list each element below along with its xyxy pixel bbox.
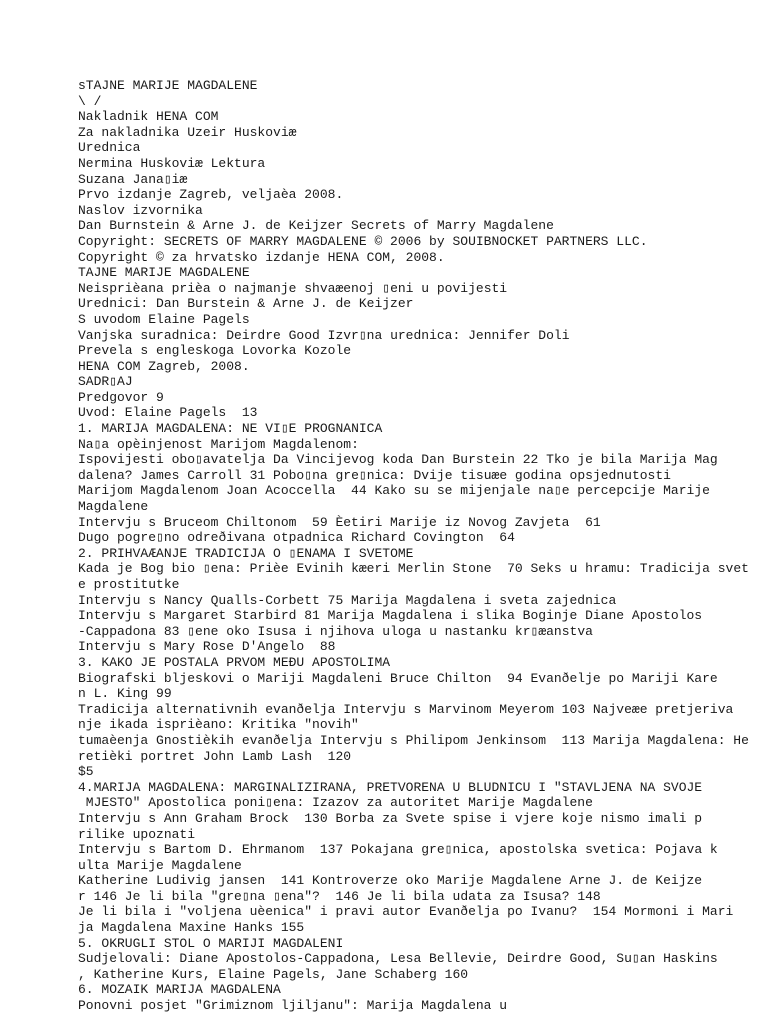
text-line: retièki portret John Lamb Lash 120 — [78, 748, 352, 764]
text-line: Urednici: Dan Burstein & Arne J. de Keijzer — [78, 296, 414, 312]
text-line: Copyright © za hrvatsko izdanje HENA COM, 2008. — [78, 249, 445, 265]
text-line: SADR▯AJ — [78, 374, 133, 390]
text-line: 2. PRIHVAÆANJE TRADICIJA O ▯ENAMA I SVETOME — [78, 545, 414, 561]
text-line: Biografski bljeskovi o Mariji Magdaleni Bruce Chilton 94 Evanðelje po Mariji Kare — [78, 670, 718, 686]
text-line: Intervju s Margaret Starbird 81 Marija Magdalena i slika Boginje Diane Apostolos — [78, 608, 703, 624]
text-line: Intervju s Bartom D. Ehrmanom 137 Pokajana gre▯nica, apostolska svetica: Pojava k — [78, 842, 718, 858]
text-line: 5. OKRUGLI STOL O MARIJI MAGDALENI — [78, 935, 344, 951]
text-line: 6. MOZAIK MARIJA MAGDALENA — [78, 982, 281, 998]
text-line: Je li bila i "voljena uèenica" i pravi autor Evanðelja po Ivanu? 154 Mormoni i Mari — [78, 904, 734, 920]
text-line: Intervju s Ann Graham Brock 130 Borba za Svete spise i vjere koje nismo imali p — [78, 810, 703, 826]
text-line: e prostitutke — [78, 577, 180, 592]
text-line: Prevela s engleskoga Lovorka Kozole — [78, 343, 352, 359]
text-line: Intervju s Mary Rose D'Angelo 88 — [78, 639, 336, 655]
text-line: $5 — [78, 764, 94, 780]
text-line: Na▯a opèinjenost Marijom Magdalenom: — [78, 436, 359, 452]
text-line: r 146 Je li bila "gre▯na ▯ena"? 146 Je li bila udata za Isusa? 148 — [78, 888, 601, 904]
text-line: Sudjelovali: Diane Apostolos-Cappadona, Lesa Bellevie, Deirdre Good, Su▯an Haskins — [78, 951, 718, 967]
text-line: ulta Marije Magdalene — [78, 857, 242, 873]
text-line: Tradicija alternativnih evanðelja Intervju s Marvinom Meyerom 103 Najveæe pretjeriva — [78, 701, 734, 717]
text-line: S uvodom Elaine Pagels — [78, 311, 250, 327]
text-line: ja Magdalena Maxine Hanks 155 — [78, 920, 305, 936]
text-line: Intervju s Nancy Qualls-Corbett 75 Marija Magdalena i sveta zajednica — [78, 592, 617, 608]
text-line: Nermina Huskoviæ Lektura — [78, 155, 266, 171]
text-line: MJESTO" Apostolica poni▯ena: Izazov za autoritet Marije Magdalene — [78, 795, 593, 811]
text-line: , Katherine Kurs, Elaine Pagels, Jane Schaberg 160 — [78, 966, 469, 982]
text-line: -Cappadona 83 ▯ene oko Isusa i njihova uloga u nastanku kr▯æanstva — [78, 623, 593, 639]
text-line: dalena? James Carroll 31 Pobo▯na gre▯nica: Dvije tisuæe godina opsjednutosti — [78, 467, 671, 483]
text-line: Marijom Magdalenom Joan Acoccella 44 Kako su se mijenjale na▯e percepcije Marije — [78, 483, 710, 499]
text-line: Urednica — [78, 140, 141, 156]
text-line: 4.MARIJA MAGDALENA: MARGINALIZIRANA, PRETVORENA U BLUDNICU I "STAVLJENA NA SVOJE — [78, 779, 703, 795]
text-line: Intervju s Bruceom Chiltonom 59 Èetiri Marije iz Novog Zavjeta 61 — [78, 514, 601, 530]
text-line: rilike upoznati — [78, 826, 196, 842]
text-line: Magdalene — [78, 499, 149, 515]
text-line: Prvo izdanje Zagreb, veljaèa 2008. — [78, 187, 344, 203]
text-line: Vanjska suradnica: Deirdre Good Izvr▯na urednica: Jennifer Doli — [78, 327, 570, 343]
text-line: 1. MARIJA MAGDALENA: NE VI▯E PROGNANICA — [78, 421, 383, 437]
text-line: Neisprièana prièa o najmanje shvaæenoj ▯eni u povijesti — [78, 280, 508, 296]
text-line: Uvod: Elaine Pagels 13 — [78, 405, 258, 421]
text-line: Suzana Jana▯iæ — [78, 171, 188, 187]
text-line: Za nakladnika Uzeir Huskoviæ — [78, 124, 297, 140]
text-line: tumaèenja Gnostièkih evanðelja Intervju s Philipom Jenkinsom 113 Marija Magdalena: He — [78, 732, 749, 748]
text-line: n L. King 99 — [78, 686, 172, 702]
text-line: Dugo pogre▯no odreðivana otpadnica Richard Covington 64 — [78, 530, 515, 546]
text-line: Ponovni posjet "Grimiznom ljiljanu": Marija Magdalena u — [78, 998, 508, 1014]
text-line: TAJNE MARIJE MAGDALENE — [78, 265, 250, 281]
text-line: Naslov izvornika — [78, 202, 203, 218]
text-line: 3. KAKO JE POSTALA PRVOM MEÐU APOSTOLIMA — [78, 654, 391, 670]
text-line: Nakladnik HENA COM — [78, 109, 219, 125]
text-line: Copyright: SECRETS OF MARRY MAGDALENE © 2006 by SOUIBNOCKET PARTNERS LLC. — [78, 233, 648, 249]
text-line: nje ikada isprièano: Kritika "novih" — [78, 717, 359, 733]
document-page — [78, 78, 758, 1014]
text-line: Predgovor 9 — [78, 389, 164, 405]
text-line: \ / — [78, 93, 102, 109]
text-line: Dan Burnstein & Arne J. de Keijzer Secrets of Marry Magdalene — [78, 218, 554, 234]
text-line: Katherine Ludivig jansen 141 Kontroverze oko Marije Magdalene Arne J. de Keijze — [78, 873, 703, 889]
text-line: sTAJNE MARIJE MAGDALENE — [78, 78, 258, 93]
text-line: Kada je Bog bio ▯ena: Prièe Evinih kæeri Merlin Stone 70 Seks u hramu: Tradicija svet — [78, 561, 749, 577]
text-line: HENA COM Zagreb, 2008. — [78, 358, 250, 374]
text-line: Ispovijesti obo▯avatelja Da Vincijevog koda Dan Burstein 22 Tko je bila Marija Mag — [78, 452, 718, 468]
